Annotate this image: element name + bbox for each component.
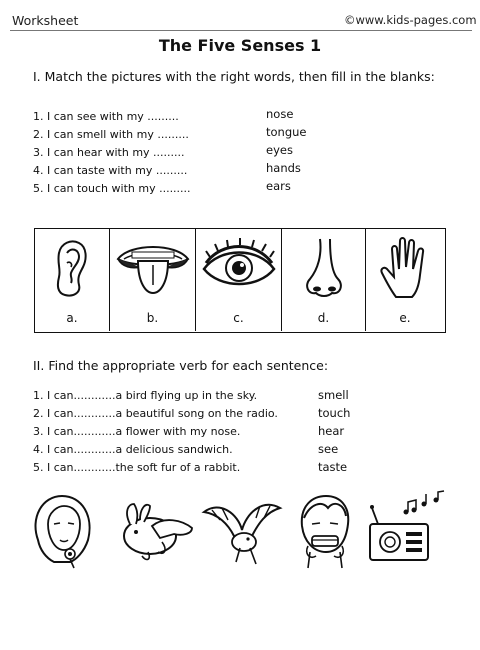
verb-sentence-1: 1. I can............a bird flying up in the sky. (33, 389, 258, 402)
nose-icon (282, 233, 366, 303)
word-hands: hands (266, 161, 301, 175)
cell-c (196, 229, 282, 331)
word-taste: taste (318, 460, 348, 474)
girl-smelling-flower-icon (28, 490, 98, 570)
radio-music-icon (364, 490, 454, 570)
word-smell: smell (318, 388, 349, 402)
cell-a (35, 229, 110, 331)
verb-sentence-3: 3. I can............a flower with my nose. (33, 425, 241, 438)
letter-b: b. (146, 311, 159, 325)
worksheet-label: Worksheet (12, 13, 79, 28)
sentence-2: 2. I can smell with my ......... (33, 128, 189, 141)
verb-sentence-5: 5. I can............the soft fur of a rabbit. (33, 461, 241, 474)
letter-e: e. (399, 311, 411, 325)
word-tongue: tongue (266, 125, 307, 139)
letter-a: a. (66, 311, 78, 325)
word-ears: ears (266, 179, 291, 193)
verb-sentence-2: 2. I can............a beautiful song on the radio. (33, 407, 278, 420)
sentence-3: 3. I can hear with my ......... (33, 146, 185, 159)
word-nose: nose (266, 107, 294, 121)
boy-eating-sandwich-icon (290, 490, 360, 570)
sentence-5: 5. I can touch with my ......... (33, 182, 191, 195)
cell-d (282, 229, 366, 331)
sentence-1: 1. I can see with my ......... (33, 110, 179, 123)
picture-table (34, 228, 446, 333)
section2-instruction: II. Find the appropriate verb for each sentence: (33, 358, 329, 373)
ear-icon (35, 233, 110, 303)
word-see: see (318, 442, 339, 456)
cell-e (366, 229, 444, 331)
worksheet-title: The Five Senses 1 (158, 36, 322, 55)
letter-c: c. (233, 311, 244, 325)
verb-sentence-4: 4. I can............a delicious sandwich. (33, 443, 233, 456)
word-touch: touch (318, 406, 351, 420)
header-divider (10, 30, 472, 31)
word-eyes: eyes (266, 143, 293, 157)
flying-bird-icon (198, 490, 284, 570)
website-credit: ©www.kids-pages.com (344, 13, 477, 27)
eye-icon (196, 233, 282, 303)
hand-icon (366, 233, 444, 303)
hand-petting-rabbit-icon (112, 490, 198, 570)
section1-instruction: I. Match the pictures with the right words, then fill in the blanks: (33, 69, 435, 84)
tongue-icon (110, 233, 196, 303)
cell-b (110, 229, 196, 331)
sentence-4: 4. I can taste with my ......... (33, 164, 188, 177)
letter-d: d. (317, 311, 330, 325)
word-hear: hear (318, 424, 345, 438)
